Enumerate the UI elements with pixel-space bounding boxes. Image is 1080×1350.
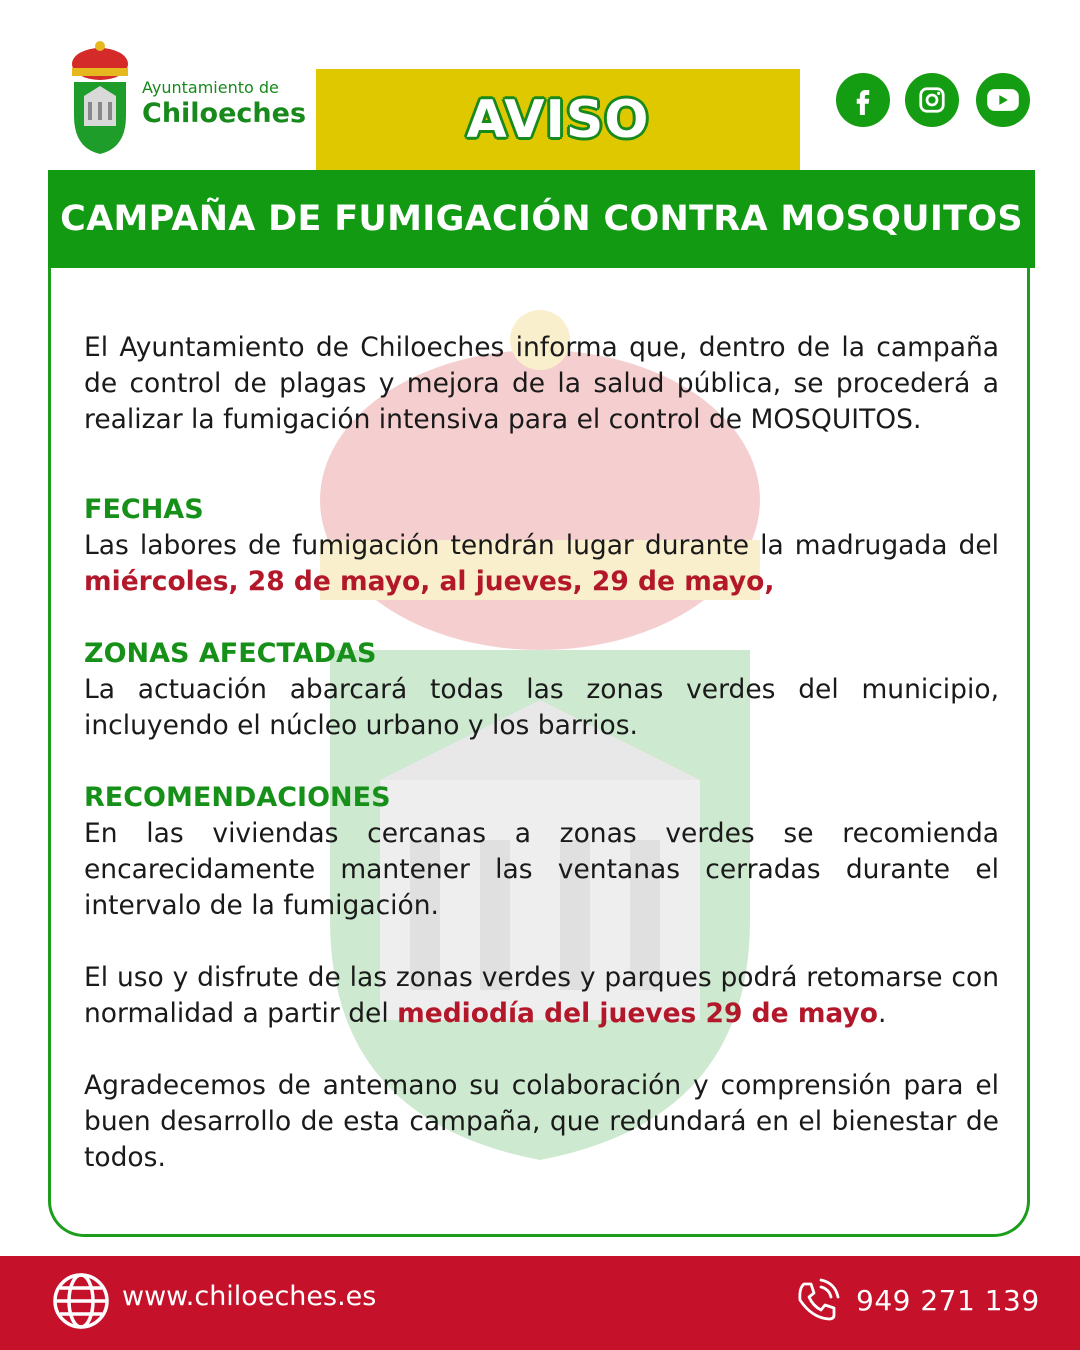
- coat-of-arms-logo: [68, 38, 132, 156]
- recomendaciones-paragraph-1: En las viviendas cercanas a zonas verdes se recomienda encarecidamente mantener las ventanas cerradas durante el intervalo de la fumigación.: [84, 818, 999, 921]
- instagram-icon: [917, 85, 947, 115]
- facebook-link[interactable]: [836, 73, 890, 127]
- section-heading-recomendaciones: RECOMENDACIONES: [84, 782, 391, 813]
- youtube-link[interactable]: [976, 73, 1030, 127]
- fechas-paragraph: [84, 528, 999, 600]
- reuse-highlight: mediodía del jueves 29 de mayo: [397, 998, 878, 1029]
- youtube-icon: [986, 87, 1020, 113]
- facebook-icon: [848, 85, 878, 115]
- phone-icon: [794, 1278, 840, 1324]
- aviso-banner: [316, 69, 800, 170]
- section-heading-zonas: ZONAS AFECTADAS: [84, 638, 377, 669]
- logo-line-2: Chiloeches: [142, 98, 307, 129]
- instagram-link[interactable]: [905, 73, 959, 127]
- reuse-end: .: [877, 998, 887, 1029]
- zonas-paragraph: La actuación abarcará todas las zonas verdes del municipio, incluyendo el núcleo urbano y los barrios.: [84, 674, 999, 741]
- title-bar: [48, 170, 1035, 268]
- fechas-highlight: miércoles, 28 de mayo, al jueves, 29 de mayo,: [84, 566, 775, 597]
- globe-icon: [52, 1272, 110, 1330]
- page-title: CAMPAÑA DE FUMIGACIÓN CONTRA MOSQUITOS: [60, 199, 1023, 239]
- notice-content: [84, 330, 999, 1176]
- section-heading-fechas: FECHAS: [84, 494, 204, 525]
- logo-text: [142, 80, 306, 127]
- fechas-text: Las labores de fumigación tendrán lugar durante la madrugada del: [84, 530, 999, 561]
- website-link[interactable]: www.chiloeches.es: [122, 1281, 377, 1312]
- logo-line-1: Ayuntamiento de: [142, 78, 279, 97]
- thanks-paragraph: Agradecemos de antemano su colaboración y comprensión para el buen desarrollo de esta campaña, que redundará en el bienestar de todos.: [84, 1070, 999, 1173]
- intro-paragraph: El Ayuntamiento de Chiloeches informa que, dentro de la campaña de control de plagas y mejora de la salud pública, se procederá a realizar la fumigación intensiva para el control de MOSQUITOS.: [84, 332, 999, 435]
- phone-number[interactable]: 949 271 139: [856, 1284, 1040, 1317]
- recomendaciones-paragraph-2: [84, 960, 999, 1032]
- reuse-text: El uso y disfrute de las zonas verdes y parques podrá retomarse con normalidad a partir del: [84, 962, 999, 1029]
- aviso-label: AVISO: [466, 89, 650, 150]
